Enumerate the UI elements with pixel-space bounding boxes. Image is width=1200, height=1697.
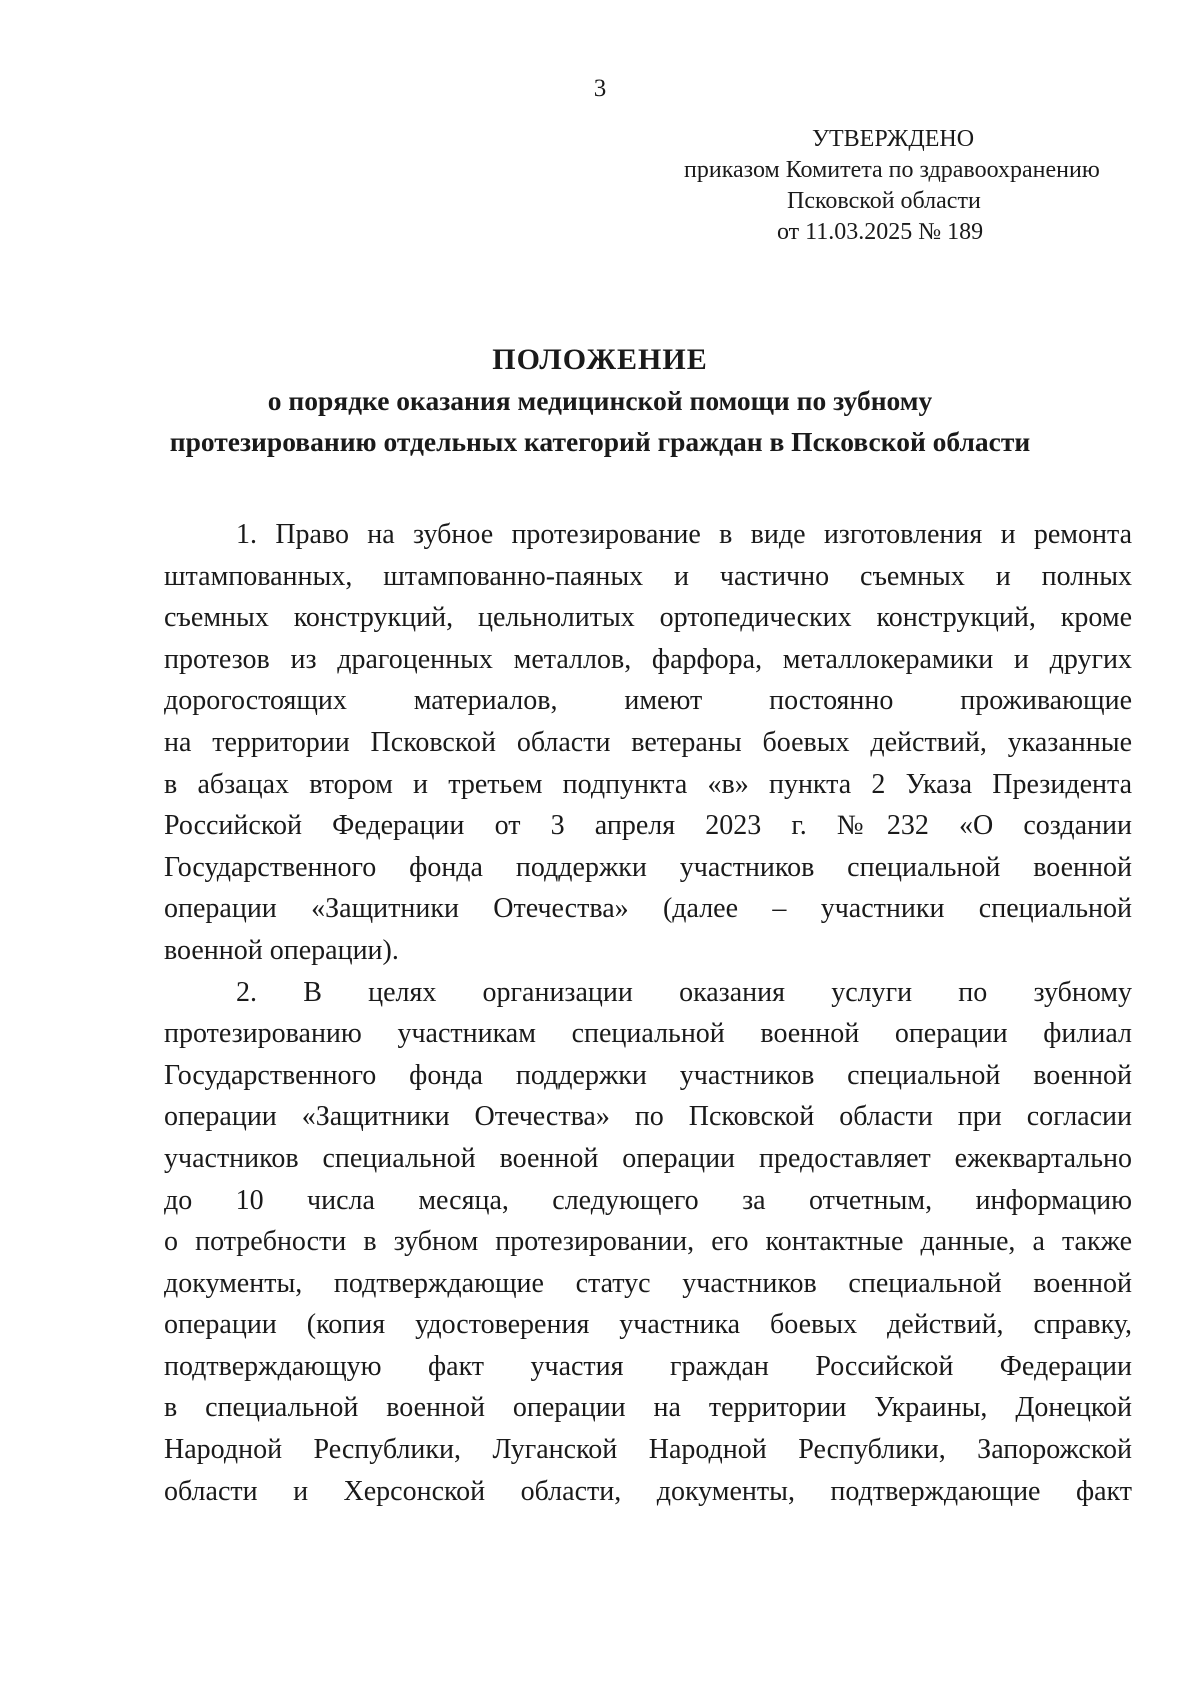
page-number: 3 <box>593 75 607 102</box>
paragraph-line: в абзацах втором и третьем подпункта «в» пункта 2 Указа Президента <box>164 768 1132 800</box>
paragraph-line: штампованных, штампованно-паяных и частично съемных и полных <box>164 560 1132 592</box>
paragraph-line: операции (копия удостоверения участника боевых действий, справку, <box>164 1309 1132 1341</box>
paragraph-2 <box>164 972 1132 1513</box>
paragraph-line: области и Херсонской области, документы, подтверждающие факт <box>164 1475 1132 1507</box>
paragraph-line: военной операции). <box>164 934 399 966</box>
paragraph-line: съемных конструкций, цельнолитых ортопедических конструкций, кроме <box>164 602 1132 634</box>
approval-region-line: Псковской области <box>787 188 981 214</box>
paragraph-line: о потребности в зубном протезировании, его контактные данные, а также <box>164 1226 1132 1258</box>
document-title-block <box>160 340 1040 462</box>
paragraph-line: документы, подтверждающие статус участников специальной военной <box>164 1267 1132 1299</box>
document-body <box>164 514 1132 1512</box>
approval-stamp <box>660 124 1130 248</box>
approval-date-line: от 11.03.2025 № 189 <box>777 219 984 245</box>
paragraph-line: на территории Псковской области ветераны боевых действий, указанные <box>164 726 1132 758</box>
paragraph-line: участников специальной военной операции предоставляет ежеквартально <box>164 1142 1132 1174</box>
paragraph-line: подтверждающую факт участия граждан Российской Федерации <box>164 1350 1132 1382</box>
paragraph-line: 2. В целях организации оказания услуги по зубному <box>236 976 1132 1008</box>
paragraph-line: Государственного фонда поддержки участников специальной военной <box>164 1059 1132 1091</box>
paragraph-line: операции «Защитники Отечества» (далее – участники специальной <box>164 893 1132 925</box>
approval-heading: УТВЕРЖДЕНО <box>812 126 975 152</box>
document-subtitle-line-2: протезированию отдельных категорий граждан в Псковской области <box>169 426 1031 457</box>
paragraph-1 <box>164 514 1132 972</box>
paragraph-line: протезов из драгоценных металлов, фарфора, металлокерамики и других <box>164 643 1132 675</box>
paragraph-line: 1. Право на зубное протезирование в виде изготовления и ремонта <box>236 519 1132 550</box>
approval-order-line: приказом Комитета по здравоохранению <box>684 157 1100 183</box>
document-subtitle-line-1: о порядке оказания медицинской помощи по зубному <box>267 385 933 416</box>
paragraph-line: Государственного фонда поддержки участников специальной военной <box>164 851 1132 883</box>
paragraph-line: в специальной военной операции на территории Украины, Донецкой <box>164 1392 1132 1424</box>
paragraph-line: дорогостоящих материалов, имеют постоянно проживающие <box>164 685 1132 717</box>
paragraph-line: протезированию участникам специальной военной операции филиал <box>164 1018 1132 1050</box>
paragraph-line: операции «Защитники Отечества» по Псковской области при согласии <box>164 1101 1132 1133</box>
paragraph-line: до 10 числа месяца, следующего за отчетным, информацию <box>164 1184 1132 1216</box>
document-title: ПОЛОЖЕНИЕ <box>492 343 708 376</box>
paragraph-line: Народной Республики, Луганской Народной Республики, Запорожской <box>164 1434 1132 1466</box>
paragraph-line: Российской Федерации от 3 апреля 2023 г. №232 «О создании <box>164 810 1132 842</box>
